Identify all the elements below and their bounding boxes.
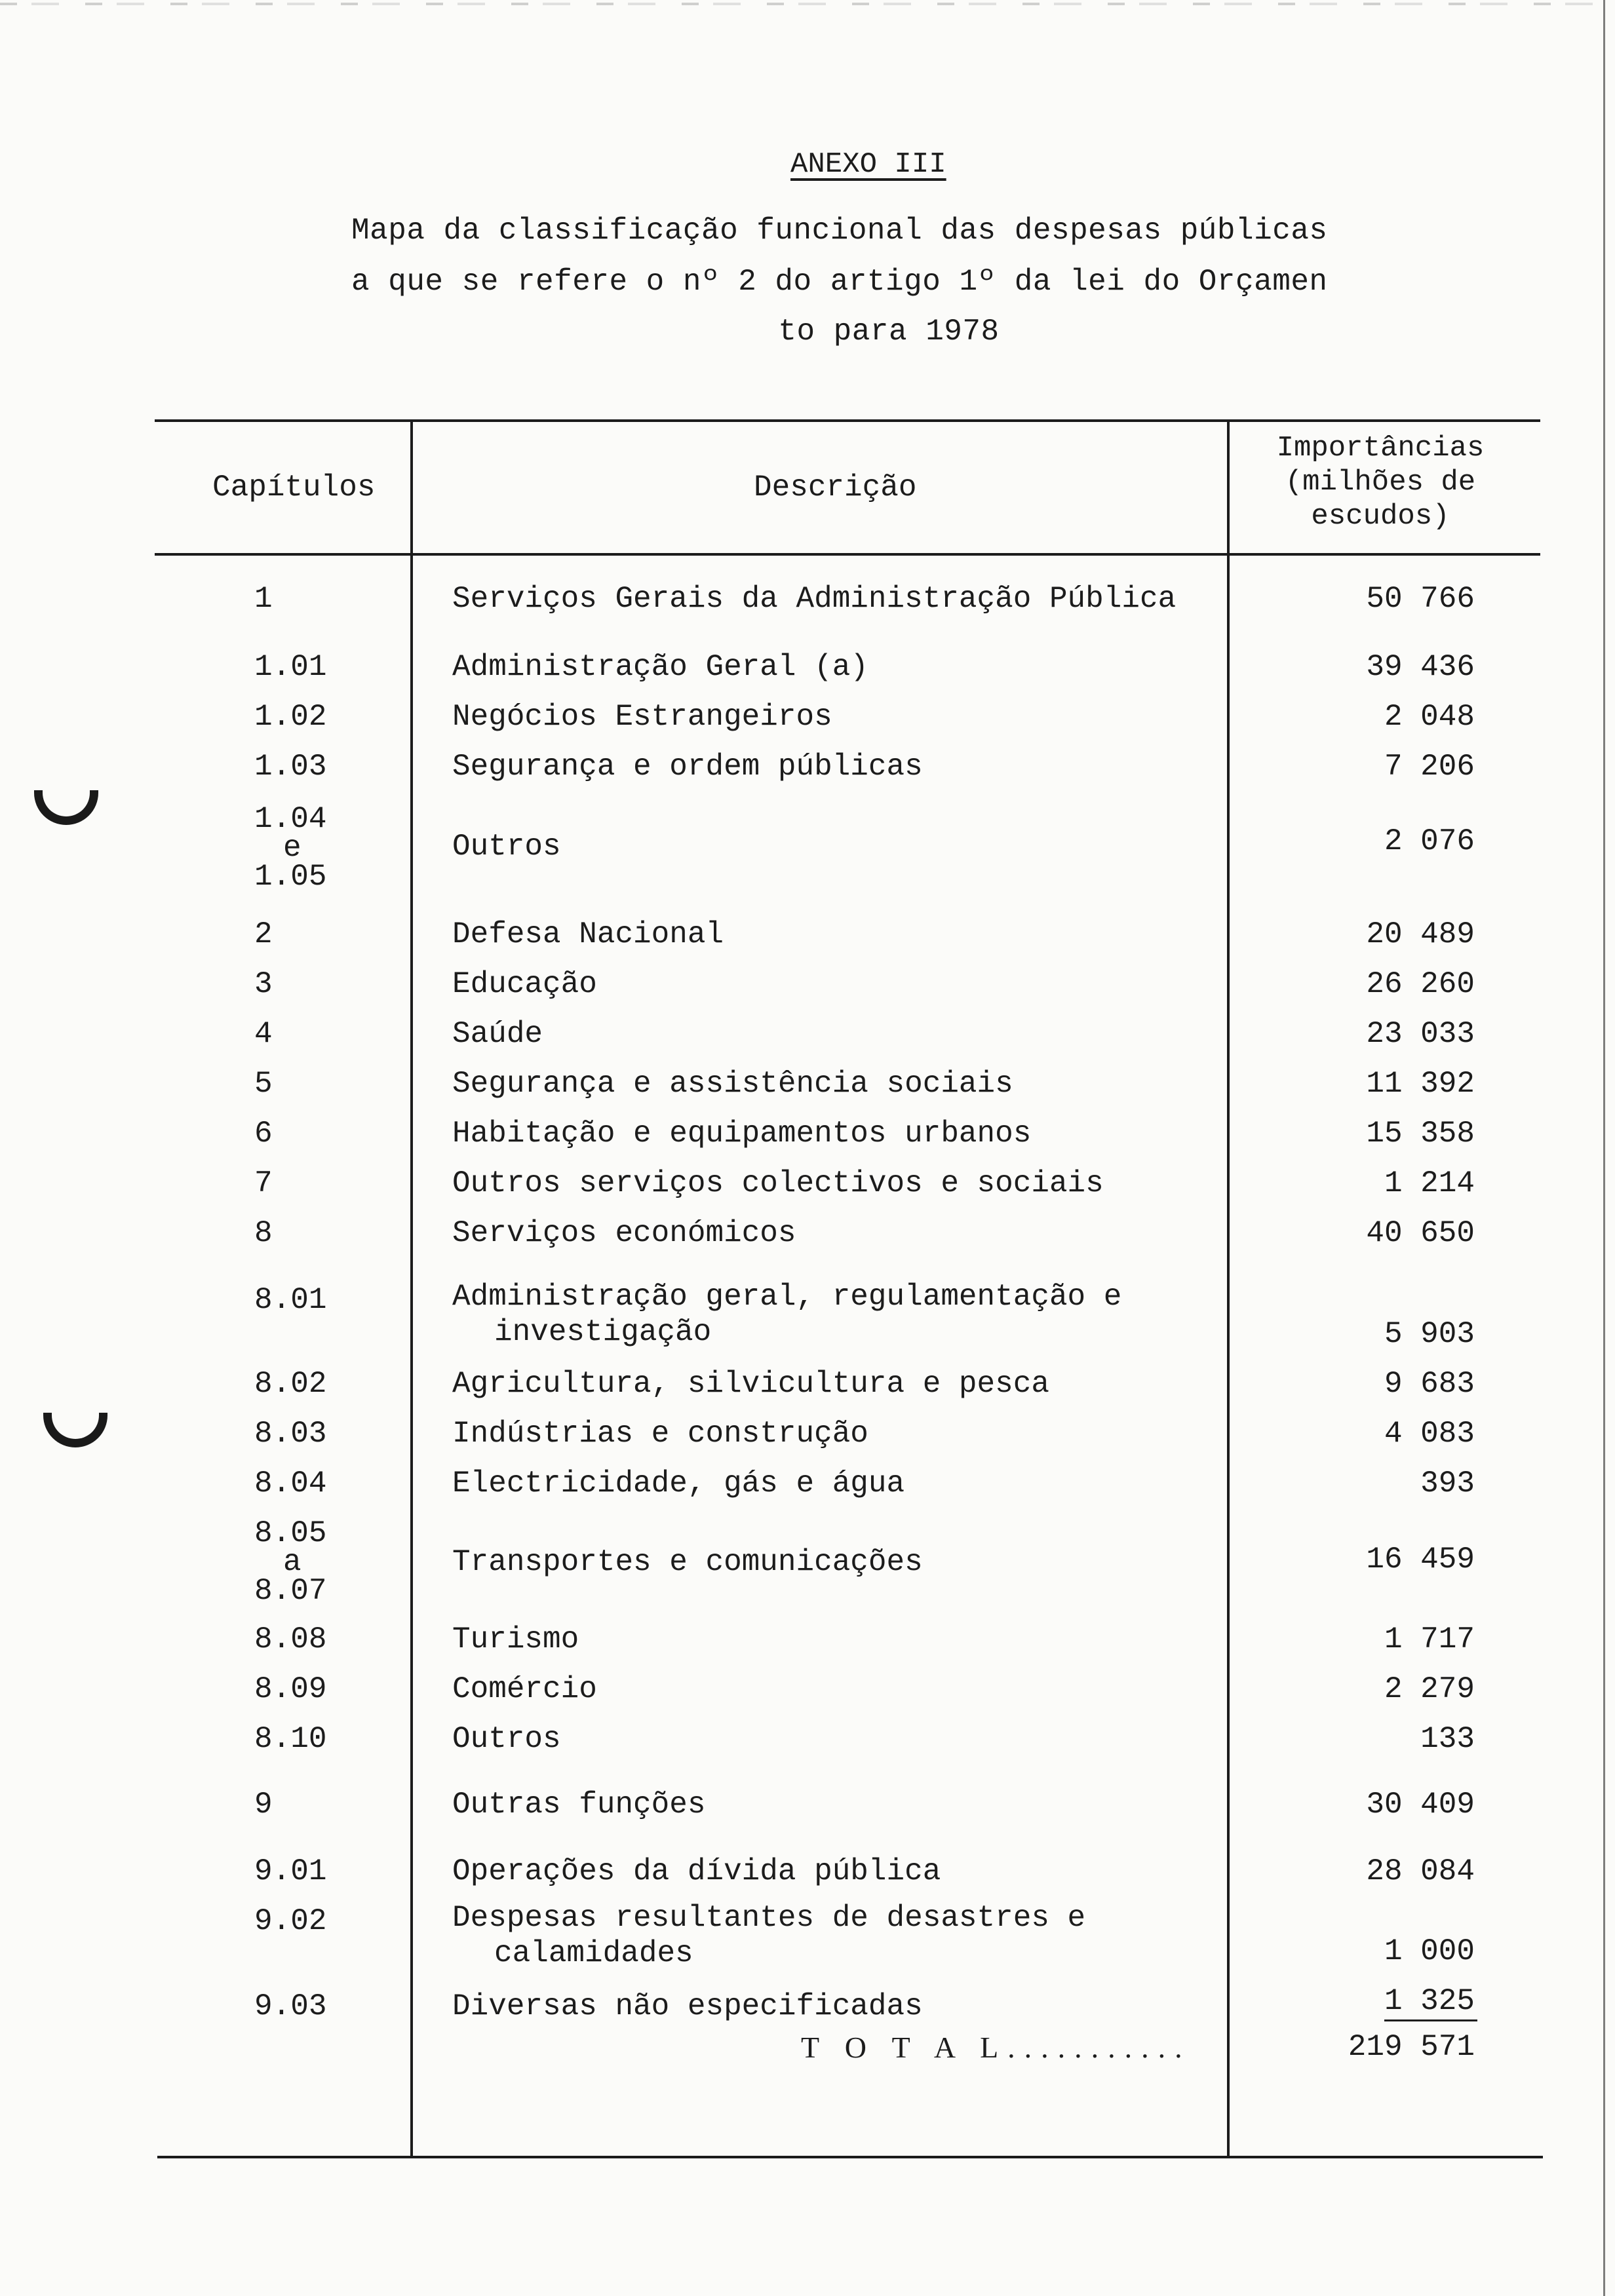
table-top-rule (155, 419, 1540, 422)
amount-cell: 50 766 (1366, 582, 1475, 616)
column-header-amounts: Importâncias (milhões de escudos) (1276, 432, 1485, 533)
description-cell: Turismo (452, 1622, 579, 1656)
description-cell: Indústrias e construção (452, 1417, 868, 1451)
description-cell: Serviços económicos (452, 1216, 796, 1250)
amount-cell: 40 650 (1366, 1216, 1475, 1250)
chapter-cell: 9.02 (254, 1904, 327, 1938)
column-header-chapters: Capítulos (212, 470, 376, 505)
description-cell: Operações da dívida pública (452, 1854, 941, 1888)
chapter-cell: 3 (254, 967, 273, 1001)
description-cell: Educação (452, 967, 597, 1001)
description-cell: Outras funções (452, 1788, 706, 1822)
amount-cell: 16 459 (1366, 1542, 1475, 1577)
punch-hole-mark (43, 1413, 107, 1447)
column-divider-2 (1227, 421, 1230, 2157)
description-cell: Despesas resultantes de desastres e calamidades (452, 1901, 1086, 1970)
annex-title: ANEXO III (790, 148, 946, 181)
amount-cell: 11 392 (1366, 1067, 1475, 1101)
table-header-rule (155, 553, 1540, 556)
amount-cell: 7 206 (1384, 750, 1475, 784)
description-cell: Segurança e ordem públicas (452, 750, 923, 784)
description-cell: Outros serviços colectivos e sociais (452, 1166, 1104, 1200)
amount-cell: 28 084 (1366, 1854, 1475, 1888)
sum-underline (1384, 2019, 1477, 2021)
total-amount: 219 571 (1348, 2030, 1475, 2064)
amount-cell: 4 083 (1384, 1417, 1475, 1451)
description-cell: Saúde (452, 1017, 543, 1051)
chapter-cell: 1.01 (254, 650, 327, 684)
amount-cell: 39 436 (1366, 650, 1475, 684)
description-cell: Outros (452, 1722, 561, 1756)
description-cell: Electricidade, gás e água (452, 1466, 905, 1501)
amount-cell: 2 279 (1384, 1672, 1475, 1706)
amount-cell: 1 000 (1384, 1934, 1475, 1968)
chapter-cell: 5 (254, 1067, 273, 1101)
amount-cell: 1 325 (1384, 1984, 1475, 2018)
amount-cell: 5 903 (1384, 1317, 1475, 1351)
chapter-cell: 1.03 (254, 750, 327, 784)
chapter-cell: 1.02 (254, 700, 327, 734)
description-cell: Comércio (452, 1672, 597, 1706)
subtitle-line-1: Mapa da classificação funcional das despesas públicas (351, 214, 1328, 248)
chapter-range-cell: 1.04 e 1.05 (254, 802, 327, 894)
description-cell: Defesa Nacional (452, 917, 724, 951)
chapter-cell: 8.04 (254, 1466, 327, 1501)
amount-cell: 23 033 (1366, 1017, 1475, 1051)
amount-cell: 133 (1420, 1722, 1475, 1756)
amount-cell: 1 717 (1384, 1622, 1475, 1656)
subtitle-line-3: to para 1978 (778, 315, 1000, 349)
chapter-cell: 9.01 (254, 1854, 327, 1888)
chapter-cell: 8.03 (254, 1417, 327, 1451)
amount-cell: 1 214 (1384, 1166, 1475, 1200)
chapter-cell: 8.09 (254, 1672, 327, 1706)
amount-cell: 30 409 (1366, 1788, 1475, 1822)
amount-cell: 20 489 (1366, 917, 1475, 951)
table-bottom-rule (157, 2156, 1543, 2158)
chapter-cell: 8.02 (254, 1367, 327, 1401)
chapter-cell: 8.10 (254, 1722, 327, 1756)
amount-cell: 393 (1420, 1466, 1475, 1501)
amount-cell: 15 358 (1366, 1117, 1475, 1151)
column-header-description: Descrição (754, 470, 917, 505)
description-cell: Transportes e comunicações (452, 1545, 923, 1579)
description-cell: Serviços Gerais da Administração Pública (452, 582, 1177, 616)
chapter-cell: 8 (254, 1216, 273, 1250)
chapter-cell: 9.03 (254, 1989, 327, 2023)
description-cell: Segurança e assistência sociais (452, 1067, 1013, 1101)
amount-cell: 26 260 (1366, 967, 1475, 1001)
chapter-cell: 9 (254, 1788, 273, 1822)
scan-edge-right (1603, 0, 1605, 2296)
description-cell: Diversas não especificadas (452, 1989, 923, 2023)
chapter-cell: 8.01 (254, 1283, 327, 1317)
subtitle-line-2: a que se refere o nº 2 do artigo 1º da lei do Orçamen (351, 265, 1328, 299)
description-cell: Administração geral, regulamentação e investigação (452, 1280, 1122, 1349)
chapter-cell: 1 (254, 582, 273, 616)
description-cell: Agricultura, silvicultura e pesca (452, 1367, 1049, 1401)
chapter-range-cell: 8.05 a 8.07 (254, 1516, 327, 1608)
chapter-cell: 4 (254, 1017, 273, 1051)
chapter-cell: 7 (254, 1166, 273, 1200)
description-cell: Outros (452, 830, 561, 864)
description-cell: Negócios Estrangeiros (452, 700, 832, 734)
chapter-cell: 2 (254, 917, 273, 951)
total-label: T O T A L........... (801, 2031, 1192, 2064)
chapter-cell: 8.08 (254, 1622, 327, 1656)
chapter-cell: 6 (254, 1117, 273, 1151)
punch-hole-mark (34, 790, 98, 825)
amount-cell: 2 048 (1384, 700, 1475, 734)
amount-cell: 2 076 (1384, 824, 1475, 858)
scan-edge-top (0, 3, 1599, 5)
column-divider-1 (410, 421, 413, 2157)
description-cell: Habitação e equipamentos urbanos (452, 1117, 1032, 1151)
description-cell: Administração Geral (a) (452, 650, 868, 684)
amount-cell: 9 683 (1384, 1367, 1475, 1401)
